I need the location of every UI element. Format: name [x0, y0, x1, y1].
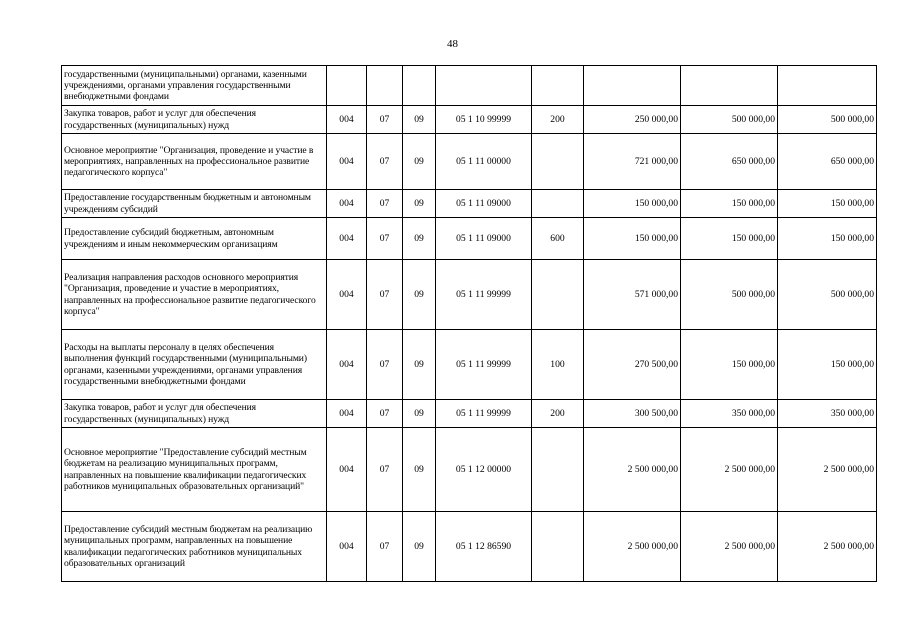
- row-csr-cell: 05 1 11 99999: [436, 400, 532, 428]
- row-vr-cell: [532, 512, 584, 582]
- row-ved-cell: 004: [327, 330, 367, 400]
- row-csr-cell: 05 1 11 00000: [436, 134, 532, 190]
- table-row: [62, 260, 877, 330]
- row-sum-year2-cell: 2 500 000,00: [681, 512, 778, 582]
- row-rz-cell: 07: [367, 190, 403, 218]
- row-csr-cell: 05 1 11 09000: [436, 218, 532, 260]
- row-csr-cell: 05 1 12 00000: [436, 428, 532, 512]
- row-pr-cell: 09: [403, 134, 436, 190]
- row-sum-year2-cell: 150 000,00: [681, 218, 778, 260]
- row-sum-year3-cell: 500 000,00: [778, 260, 877, 330]
- row-ved-cell: 004: [327, 428, 367, 512]
- row-sum-year3-cell: 650 000,00: [778, 134, 877, 190]
- row-name-cell: Расходы на выплаты персоналу в целях обеспечения выполнения функций государственными (муниципальными) органами, казенными учреждениями, органами управления государственными внебюджетными фондами: [62, 330, 327, 400]
- row-sum-year3-cell: 150 000,00: [778, 190, 877, 218]
- row-pr-cell: 09: [403, 512, 436, 582]
- row-rz-cell: 07: [367, 512, 403, 582]
- row-pr-cell: 09: [403, 190, 436, 218]
- row-sum-year3-cell: 350 000,00: [778, 400, 877, 428]
- table-row: [62, 106, 877, 134]
- row-vr-cell: 200: [532, 106, 584, 134]
- table-row: [62, 428, 877, 512]
- row-sum-year3-cell: 2 500 000,00: [778, 428, 877, 512]
- row-pr-cell: [403, 66, 436, 106]
- table-row: [62, 400, 877, 428]
- row-sum-year1-cell: 270 500,00: [584, 330, 681, 400]
- row-vr-cell: [532, 66, 584, 106]
- row-sum-year2-cell: 2 500 000,00: [681, 428, 778, 512]
- row-vr-cell: [532, 190, 584, 218]
- row-sum-year2-cell: 500 000,00: [681, 106, 778, 134]
- row-pr-cell: 09: [403, 218, 436, 260]
- row-csr-cell: 05 1 11 99999: [436, 260, 532, 330]
- row-csr-cell: [436, 66, 532, 106]
- row-ved-cell: 004: [327, 512, 367, 582]
- row-vr-cell: 200: [532, 400, 584, 428]
- row-sum-year2-cell: 150 000,00: [681, 190, 778, 218]
- row-sum-year1-cell: 2 500 000,00: [584, 428, 681, 512]
- row-vr-cell: [532, 428, 584, 512]
- row-pr-cell: 09: [403, 330, 436, 400]
- row-pr-cell: 09: [403, 260, 436, 330]
- row-csr-cell: 05 1 12 86590: [436, 512, 532, 582]
- row-sum-year1-cell: 150 000,00: [584, 190, 681, 218]
- row-pr-cell: 09: [403, 428, 436, 512]
- row-name-cell: Предоставление субсидий бюджетным, автономным учреждениям и иным некоммерческим организациям: [62, 218, 327, 260]
- row-sum-year1-cell: 250 000,00: [584, 106, 681, 134]
- row-vr-cell: [532, 134, 584, 190]
- table-row: [62, 218, 877, 260]
- row-sum-year1-cell: 150 000,00: [584, 218, 681, 260]
- row-ved-cell: 004: [327, 134, 367, 190]
- row-rz-cell: 07: [367, 106, 403, 134]
- row-sum-year1-cell: 721 000,00: [584, 134, 681, 190]
- row-ved-cell: 004: [327, 106, 367, 134]
- row-rz-cell: [367, 66, 403, 106]
- row-sum-year2-cell: 500 000,00: [681, 260, 778, 330]
- row-csr-cell: 05 1 10 99999: [436, 106, 532, 134]
- table-row: [62, 134, 877, 190]
- row-rz-cell: 07: [367, 134, 403, 190]
- row-name-cell: Закупка товаров, работ и услуг для обеспечения государственных (муниципальных) нужд: [62, 106, 327, 134]
- row-name-cell: Предоставление государственным бюджетным и автономным учреждениям субсидий: [62, 190, 327, 218]
- row-sum-year3-cell: 500 000,00: [778, 106, 877, 134]
- row-name-cell: Предоставление субсидий местным бюджетам на реализацию муниципальных программ, направленных на повышение квалификации педагогических работников муниципальных образовательных организаций: [62, 512, 327, 582]
- row-sum-year1-cell: 2 500 000,00: [584, 512, 681, 582]
- row-sum-year3-cell: [778, 66, 877, 106]
- row-vr-cell: [532, 260, 584, 330]
- row-name-cell: государственными (муниципальными) органами, казенными учреждениями, органами управления государственными внебюджетными фондами: [62, 66, 327, 106]
- budget-table: [61, 65, 877, 582]
- row-csr-cell: 05 1 11 09000: [436, 190, 532, 218]
- page-number: 48: [447, 38, 458, 50]
- row-ved-cell: 004: [327, 218, 367, 260]
- row-vr-cell: 600: [532, 218, 584, 260]
- row-rz-cell: 07: [367, 330, 403, 400]
- table-row: [62, 190, 877, 218]
- row-ved-cell: 004: [327, 400, 367, 428]
- row-sum-year1-cell: [584, 66, 681, 106]
- row-name-cell: Основное мероприятие "Организация, проведение и участие в мероприятиях, направленных на профессиональное развитие педагогического корпуса": [62, 134, 327, 190]
- row-rz-cell: 07: [367, 218, 403, 260]
- row-sum-year2-cell: 150 000,00: [681, 330, 778, 400]
- row-csr-cell: 05 1 11 99999: [436, 330, 532, 400]
- row-rz-cell: 07: [367, 400, 403, 428]
- row-sum-year3-cell: 2 500 000,00: [778, 512, 877, 582]
- row-ved-cell: 004: [327, 190, 367, 218]
- row-sum-year1-cell: 571 000,00: [584, 260, 681, 330]
- table-row: [62, 66, 877, 106]
- row-name-cell: Основное мероприятие "Предоставление субсидий местным бюджетам на реализацию муниципальных программ, направленных на повышение квалификации педагогических работников муниципальных образовательных организаций": [62, 428, 327, 512]
- row-ved-cell: 004: [327, 260, 367, 330]
- table-row: [62, 330, 877, 400]
- row-sum-year2-cell: 650 000,00: [681, 134, 778, 190]
- row-sum-year3-cell: 150 000,00: [778, 330, 877, 400]
- row-name-cell: Закупка товаров, работ и услуг для обеспечения государственных (муниципальных) нужд: [62, 400, 327, 428]
- row-ved-cell: [327, 66, 367, 106]
- row-sum-year1-cell: 300 500,00: [584, 400, 681, 428]
- row-pr-cell: 09: [403, 400, 436, 428]
- row-pr-cell: 09: [403, 106, 436, 134]
- row-name-cell: Реализация направления расходов основного мероприятия "Организация, проведение и участие в мероприятиях, направленных на профессиональное развитие педагогического корпуса": [62, 260, 327, 330]
- row-rz-cell: 07: [367, 428, 403, 512]
- row-sum-year2-cell: 350 000,00: [681, 400, 778, 428]
- row-sum-year3-cell: 150 000,00: [778, 218, 877, 260]
- row-rz-cell: 07: [367, 260, 403, 330]
- table-row: [62, 512, 877, 582]
- row-sum-year2-cell: [681, 66, 778, 106]
- row-vr-cell: 100: [532, 330, 584, 400]
